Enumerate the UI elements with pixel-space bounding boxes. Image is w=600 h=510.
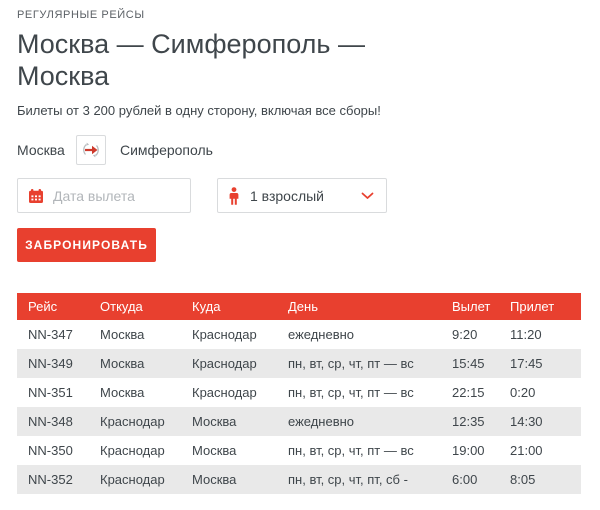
table-cell: NN-350 bbox=[28, 443, 73, 459]
column-header: Откуда bbox=[89, 293, 181, 320]
chevron-down-icon bbox=[361, 192, 374, 200]
table-body bbox=[17, 320, 581, 494]
table-cell: Москва bbox=[100, 385, 145, 401]
table-cell: Краснодар bbox=[89, 465, 181, 494]
table-cell: Краснодар bbox=[181, 349, 277, 378]
table-row bbox=[17, 465, 581, 494]
table-cell: пн, вт, ср, чт, пт — вс bbox=[288, 385, 414, 401]
table-cell: NN-349 bbox=[17, 349, 89, 378]
table-cell: Краснодар bbox=[89, 407, 181, 436]
table-cell: 8:05 bbox=[499, 465, 581, 494]
table-cell: Краснодар bbox=[192, 385, 257, 401]
route-selector bbox=[17, 135, 583, 165]
route-from-label: Москва bbox=[17, 142, 65, 159]
table-cell: Москва bbox=[89, 349, 181, 378]
passengers-select[interactable] bbox=[217, 178, 387, 213]
table-cell: NN-352 bbox=[17, 465, 89, 494]
table-cell: Москва bbox=[181, 407, 277, 436]
page-title: Москва — Симферополь — Москва bbox=[17, 29, 365, 92]
table-cell: пн, вт, ср, чт, пт — вс bbox=[277, 349, 441, 378]
column-header: День bbox=[277, 293, 441, 320]
table-cell: 11:20 bbox=[510, 327, 542, 343]
table-cell: NN-351 bbox=[28, 385, 73, 401]
table-cell: Москва bbox=[181, 465, 277, 494]
table-cell: 21:00 bbox=[510, 443, 543, 459]
table-cell: 6:00 bbox=[441, 465, 499, 494]
table-cell: 17:45 bbox=[499, 349, 581, 378]
swap-route-button[interactable] bbox=[76, 135, 106, 165]
table-row bbox=[17, 320, 581, 349]
table-header-row bbox=[17, 293, 581, 320]
calendar-icon bbox=[28, 188, 44, 204]
date-placeholder: Дата вылета bbox=[53, 187, 135, 204]
table-row bbox=[17, 436, 581, 465]
table-cell: 9:20 bbox=[452, 327, 478, 343]
book-button[interactable]: ЗАБРОНИРОВАТЬ bbox=[17, 228, 156, 262]
route-to-label: Симферополь bbox=[120, 142, 213, 159]
table-cell: NN-348 bbox=[17, 407, 89, 436]
table-row bbox=[17, 378, 581, 407]
table-cell: Краснодар bbox=[192, 327, 257, 343]
table-cell: 12:35 bbox=[441, 407, 499, 436]
departure-date-input[interactable] bbox=[17, 178, 191, 213]
table-cell: 22:15 bbox=[452, 385, 485, 401]
table-cell: 19:00 bbox=[452, 443, 485, 459]
table-cell: 15:45 bbox=[441, 349, 499, 378]
table-cell: NN-347 bbox=[28, 327, 73, 343]
table-cell: Краснодар bbox=[100, 443, 165, 459]
table-cell: 14:30 bbox=[499, 407, 581, 436]
table-cell: Москва bbox=[100, 327, 145, 343]
passengers-value: 1 взрослый bbox=[250, 187, 324, 204]
person-icon bbox=[228, 187, 240, 205]
table-cell: Москва bbox=[192, 443, 237, 459]
table-cell: ежедневно bbox=[288, 327, 355, 343]
table-row bbox=[17, 407, 581, 436]
table-cell: ежедневно bbox=[277, 407, 441, 436]
column-header: Вылет bbox=[441, 293, 499, 320]
swap-arrows-icon bbox=[80, 139, 102, 161]
table-cell: пн, вт, ср, чт, пт, сб - bbox=[277, 465, 441, 494]
column-header: Куда bbox=[181, 293, 277, 320]
column-header: Прилет bbox=[499, 293, 581, 320]
table-cell: 0:20 bbox=[510, 385, 536, 401]
page-eyebrow: РЕГУЛЯРНЫЕ РЕЙСЫ bbox=[17, 9, 145, 21]
search-controls bbox=[17, 178, 583, 213]
column-header: Рейс bbox=[17, 293, 89, 320]
table-row bbox=[17, 349, 581, 378]
page-subtitle: Билеты от 3 200 рублей в одну сторону, включая все сборы! bbox=[17, 103, 381, 119]
schedule-table bbox=[17, 293, 581, 494]
table-cell: пн, вт, ср, чт, пт — вс bbox=[288, 443, 414, 459]
